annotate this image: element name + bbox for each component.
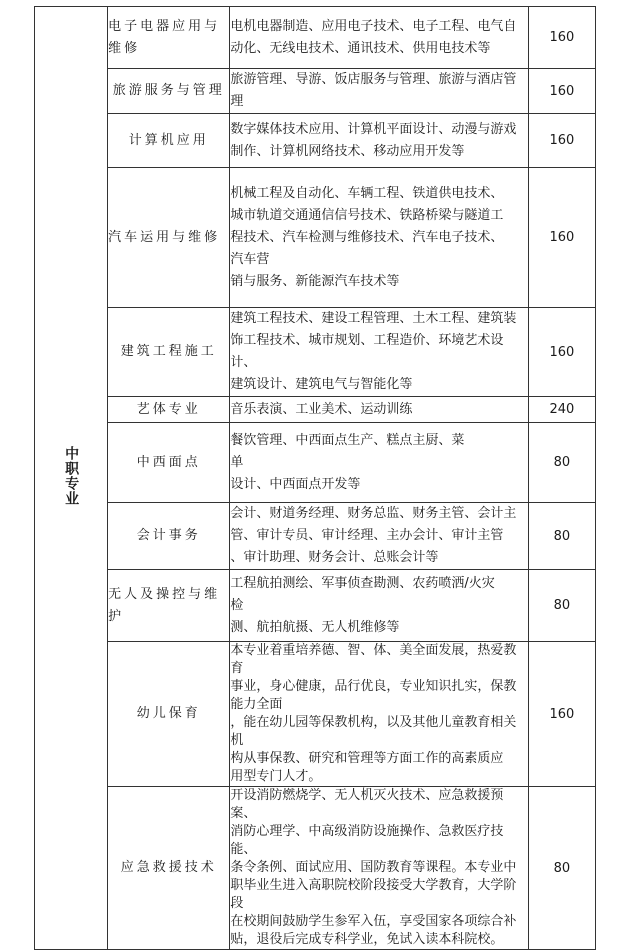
description-line: 制作、计算机网络技术、移动应用开发等	[230, 143, 465, 159]
related-majors-cell	[230, 397, 529, 423]
enrollment-quota-cell: 80	[528, 787, 595, 950]
enrollment-quota-cell: 160	[528, 69, 595, 114]
description-line: 、审计助理、财务会计、总账会计等	[230, 550, 439, 565]
description-line: 音乐表演、工业美术、运动训练	[230, 401, 413, 417]
major-name-cell: 无人及操控与维护	[108, 570, 230, 642]
major-name-cell: 中西面点	[108, 423, 230, 503]
major-name-cell: 应急救援技术	[108, 787, 230, 950]
enrollment-quota-cell: 160	[528, 308, 595, 397]
description-line: 职毕业生进入高职院校阶段接受大学教育，大学阶段	[230, 878, 517, 911]
description-line: 贴，退役后完成专科学业，免试入读本科院校。	[230, 932, 504, 947]
major-name-cell: 计算机应用	[108, 114, 230, 168]
description-line: 测、航拍航摄、无人机维修等	[230, 619, 400, 635]
description-line: 会计、财道务经理、财务总监、财务主管、会计主	[230, 506, 517, 521]
enrollment-quota-cell: 160	[528, 114, 595, 168]
description-line: 建筑工程技术、建设工程管理、土木工程、建筑装	[230, 311, 517, 326]
description-line: 建筑设计、建筑电气与智能化等	[230, 377, 413, 392]
enrollment-quota-cell: 80	[528, 503, 595, 570]
major-name-cell: 艺体专业	[108, 397, 230, 423]
table-row	[35, 7, 596, 69]
description-line: 工程航拍测绘、军事侦查勘测、农药喷洒/火灾	[230, 575, 495, 591]
description-line: 检	[230, 597, 244, 613]
table-row	[35, 423, 596, 503]
related-majors-cell	[230, 642, 529, 787]
description-line: 单	[230, 454, 244, 470]
major-name-cell: 电子电器应用与维修	[108, 7, 230, 69]
major-name-cell: 会计事务	[108, 503, 230, 570]
description-line: 城市轨道交通通信信号技术、铁路桥梁与隧道工	[230, 207, 504, 223]
enrollment-quota-cell: 160	[528, 7, 595, 69]
description-line: 数字媒体技术应用、计算机平面设计、动漫与游戏	[230, 121, 517, 137]
table-row	[35, 397, 596, 423]
major-name-cell: 汽车运用与维修	[108, 168, 230, 308]
description-line: 设计、中西面点开发等	[230, 476, 361, 492]
category-label: 中职专业	[63, 446, 80, 506]
description-line: 构从事保教、研究和管理等方面工作的高素质应	[230, 751, 504, 766]
description-line: 销与服务、新能源汽车技术等	[230, 273, 400, 289]
description-line: 餐饮管理、中西面点生产、糕点主厨、菜	[230, 432, 465, 448]
description-line: 电机电器制造、应用电子技术、电子工程、电气自	[230, 18, 517, 34]
related-majors-cell	[230, 114, 529, 168]
related-majors-cell	[230, 69, 529, 114]
related-majors-cell	[230, 168, 529, 308]
table-row	[35, 570, 596, 642]
description-line: 管、审计专员、审计经理、主办会计、审计主管	[230, 528, 504, 543]
description-line: 消防心理学、中高级消防设施操作、急救医疗技能、	[230, 824, 504, 857]
description-line: 本专业着重培养德、智、体、美全面发展，热爱教育	[230, 643, 517, 676]
enrollment-quota-cell: 80	[528, 423, 595, 503]
table-row	[35, 308, 596, 397]
description-line: 机械工程及自动化、车辆工程、铁道供电技术、	[230, 185, 504, 201]
description-line: 程技术、汽车检测与维修技术、汽车电子技术、	[230, 229, 504, 245]
enrollment-quota-cell: 240	[528, 397, 595, 423]
major-name-cell: 建筑工程施工	[108, 308, 230, 397]
table-row	[35, 114, 596, 168]
table-row	[35, 503, 596, 570]
related-majors-cell	[230, 787, 529, 950]
related-majors-cell	[230, 423, 529, 503]
major-name-cell: 幼儿保育	[108, 642, 230, 787]
description-line: 事业，身心健康，品行优良，专业知识扎实，保教能力全面	[230, 679, 517, 712]
majors-table	[34, 6, 596, 950]
description-line: 动化、无线电技术、通讯技术、供用电技术等	[230, 40, 491, 56]
description-line: 汽车营	[230, 251, 270, 267]
description-line: 条令条例、面试应用、国防教育等课程。本专业中	[230, 860, 517, 875]
majors-table-body	[35, 7, 596, 950]
enrollment-quota-cell: 80	[528, 570, 595, 642]
description-line: ，能在幼儿园等保教机构，以及其他儿童教育相关机	[230, 715, 517, 748]
related-majors-cell	[230, 503, 529, 570]
related-majors-cell	[230, 7, 529, 69]
table-row	[35, 168, 596, 308]
table-row	[35, 69, 596, 114]
enrollment-quota-cell: 160	[528, 642, 595, 787]
description-line: 理	[230, 94, 244, 109]
major-name-cell: 旅游服务与管理	[108, 69, 230, 114]
enrollment-quota-cell: 160	[528, 168, 595, 308]
related-majors-cell	[230, 308, 529, 397]
description-line: 在校期间鼓励学生参军入伍，享受国家各项综合补	[230, 914, 517, 929]
description-line: 饰工程技术、城市规划、工程造价、环境艺术设计、	[230, 333, 504, 370]
description-line: 旅游管理、导游、饭店服务与管理、旅游与酒店管	[230, 72, 517, 87]
description-line: 开设消防燃烧学、无人机灭火技术、应急救援预案、	[230, 788, 504, 821]
category-cell	[35, 7, 108, 950]
table-row	[35, 787, 596, 950]
description-line: 用型专门人才。	[230, 769, 322, 784]
table-row	[35, 642, 596, 787]
related-majors-cell	[230, 570, 529, 642]
